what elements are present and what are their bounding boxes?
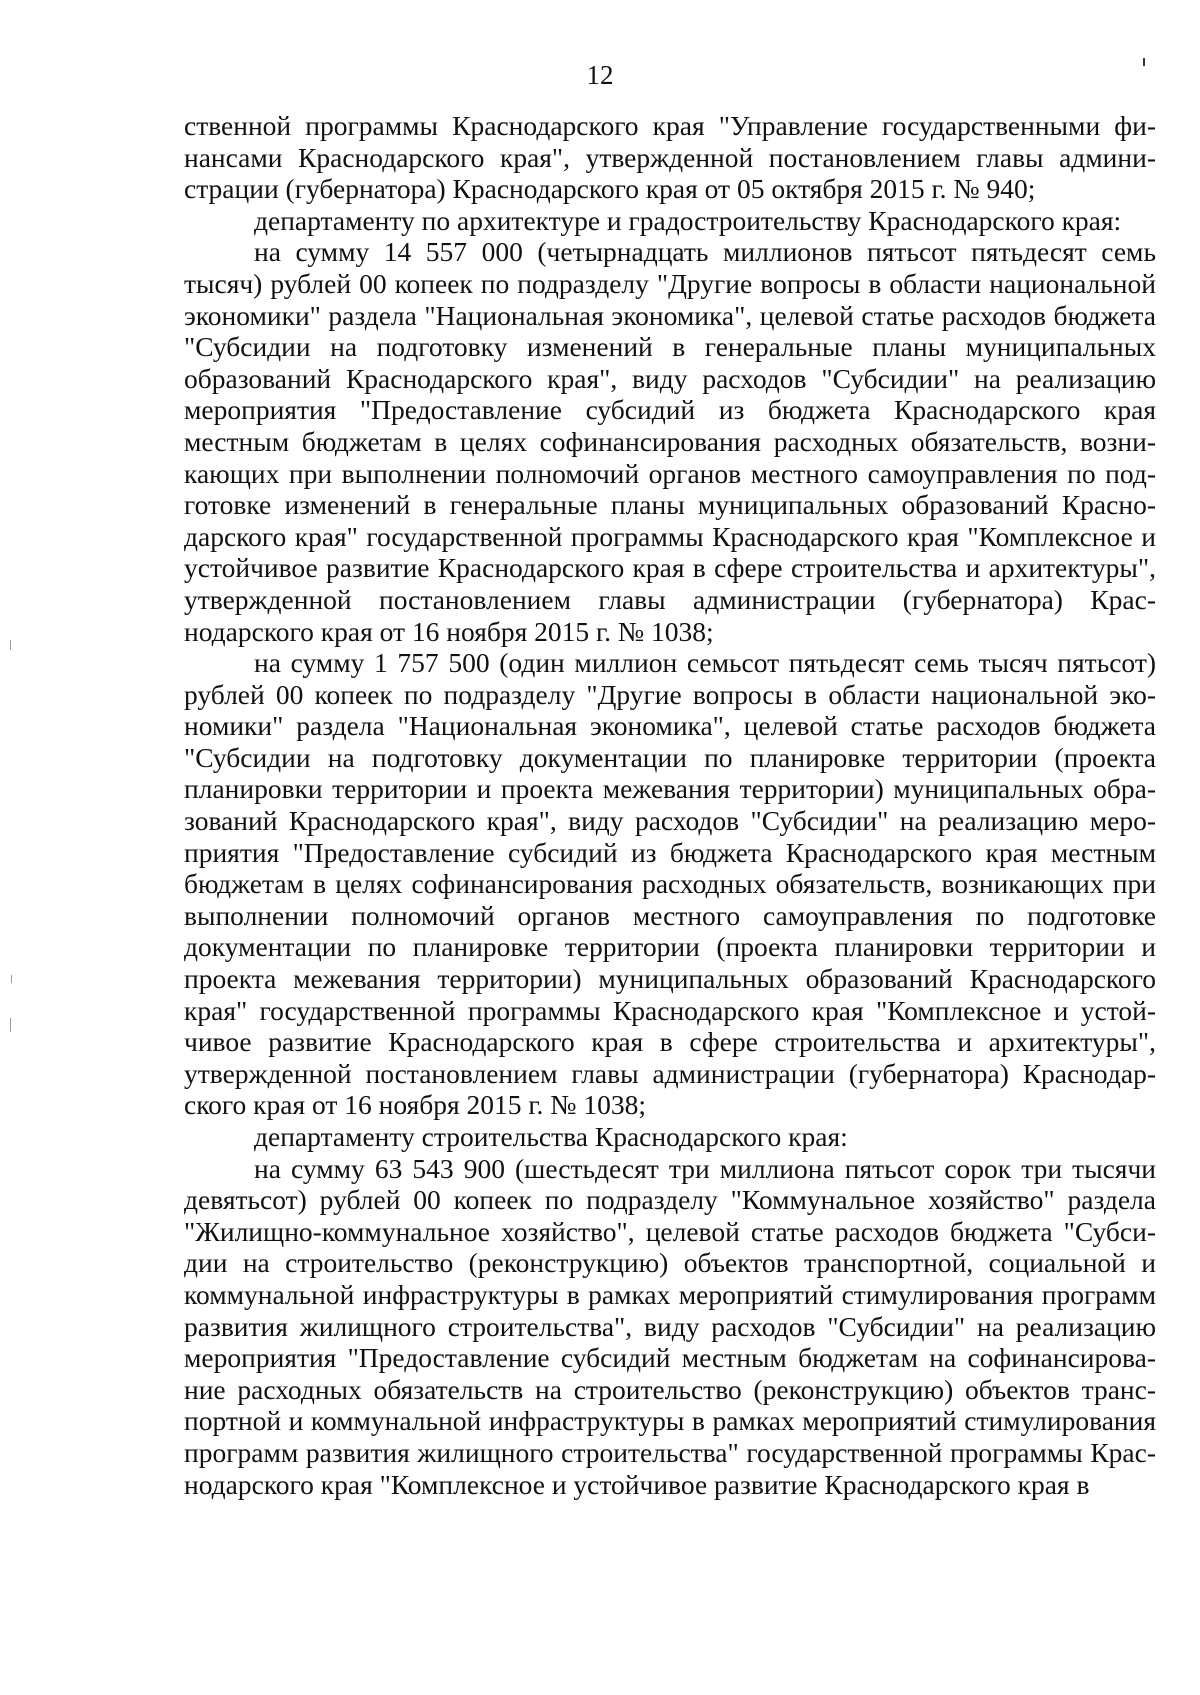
scan-speck bbox=[10, 1018, 11, 1032]
paragraph-amount-63543900: на сумму 63 543 900 (шестьдесят три миллиона пятьсот сорок три тысячи девятьсот) рублей 00 копеек по подразделу "Коммунальное хозяйство" раздела "Жилищно-коммунальное хозяйство", целевой статье расходов бюджета "Субсидии на строительство (реконструкцию) объектов транспортной, социальной и коммунальной инфраструктуры в рамках мероприятий стимулирования программ развития жилищного строительства", виду расходов "Субсидии" на реализацию мероприятия "Предоставление субсидий местным бюджетам на софинансирование расходных обязательств на строительство (реконструкцию) объектов транспортной и коммунальной инфраструктуры в рамках мероприятий стимулирования программ развития жилищного строительства" государственной программы Краснодарского края "Комплексное и устойчивое развитие Краснодарского края в bbox=[184, 1152, 1156, 1500]
paragraph-continuation: ственной программы Краснодарского края "Управление государственными финансами Краснодарского края", утвержденной постановлением главы администрации (губернатора) Краснодарского края от 05 октября 2015 г. № 940; bbox=[184, 110, 1156, 205]
paragraph-amount-1757500: на сумму 1 757 500 (один миллион семьсот пятьдесят семь тысяч пятьсот) рублей 00 копеек по подразделу "Другие вопросы в области национальной экономики" раздела "Национальная экономика", целевой статье расходов бюджета "Субсидии на подготовку документации по планировке территории (проекта планировки территории и проекта межевания территории) муниципальных образований Краснодарского края", виду расходов "Субсидии" на реализацию мероприятия "Предоставление субсидий из бюджета Краснодарского края местным бюджетам в целях софинансирования расходных обязательств, возникающих при выполнении полномочий органов местного самоуправления по подготовке документации по планировке территории (проекта планировки территории и проекта межевания территории) муниципальных образований Краснодарского края" государственной программы Краснодарского края "Комплексное и устойчивое развитие Краснодарского края в сфере строительства и архитектуры", утвержденной постановлением главы администрации (губернатора) Краснодарского края от 16 ноября 2015 г. № 1038; bbox=[184, 647, 1156, 1121]
scan-mark bbox=[1143, 58, 1145, 66]
document-body bbox=[184, 110, 1156, 1500]
scan-speck bbox=[11, 975, 12, 983]
scan-speck bbox=[10, 640, 11, 650]
page-number: 12 bbox=[586, 60, 614, 90]
paragraph-amount-14557000: на сумму 14 557 000 (четырнадцать миллионов пятьсот пятьдесят семь тысяч) рублей 00 копеек по подразделу "Другие вопросы в области национальной экономики" раздела "Национальная экономика", целевой статье расходов бюджета "Субсидии на подготовку изменений в генеральные планы муниципальных образований Краснодарского края", виду расходов "Субсидии" на реализацию мероприятия "Предоставление субсидий из бюджета Краснодарского края местным бюджетам в целях софинансирования расходных обязательств, возникающих при выполнении полномочий органов местного самоуправления по подготовке изменений в генеральные планы муниципальных образований Краснодарского края" государственной программы Краснодарского края "Комплексное и устойчивое развитие Краснодарского края в сфере строительства и архитектуры", утвержденной постановлением главы администрации (губернатора) Краснодарского края от 16 ноября 2015 г. № 1038; bbox=[184, 236, 1156, 647]
paragraph-construction-department: департаменту строительства Краснодарского края: bbox=[254, 1121, 848, 1152]
paragraph-architecture-department: департаменту по архитектуре и градостроительству Краснодарского края: bbox=[254, 204, 1122, 236]
